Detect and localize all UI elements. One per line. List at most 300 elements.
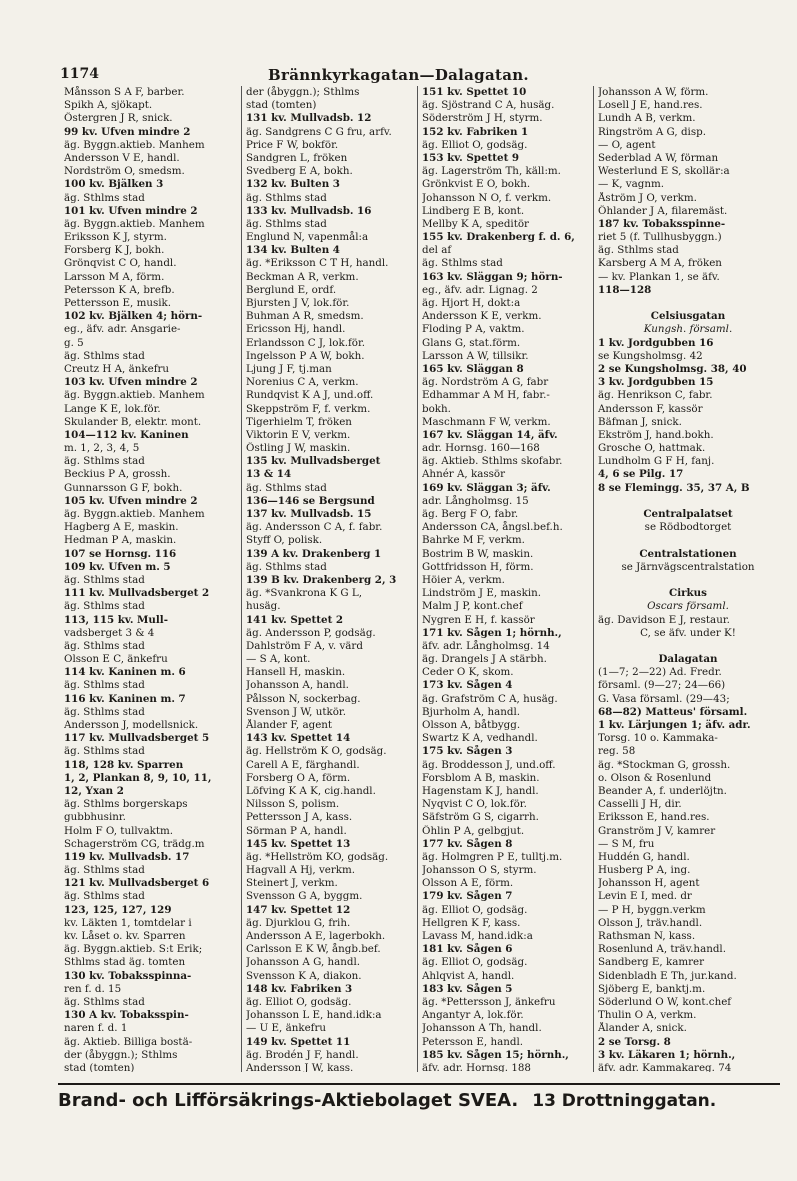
directory-line: Sandgren L, fröken — [246, 151, 348, 164]
directory-line: 169 kv. Släggan 3; äfv. — [422, 481, 551, 494]
directory-line: äg. Andersson P, godsäg. — [246, 626, 376, 639]
directory-line: Hagvall A Hj, verkm. — [246, 864, 356, 877]
directory-line: Grönqvist C O, handl. — [64, 257, 177, 270]
directory-line: Mellby K A, speditör — [422, 217, 529, 230]
directory-line: Rundqvist K A J, und.off. — [246, 389, 374, 402]
directory-line: 165 kv. Släggan 8 — [422, 362, 524, 375]
directory-line: Andersson V E, handl. — [64, 151, 180, 164]
directory-line: 111 kv. Mullvadsberget 2 — [64, 587, 210, 600]
directory-line: 68—82) Matteus' församl. — [598, 705, 748, 718]
directory-line: äg. Davidson E J, restaur. — [598, 613, 730, 626]
directory-line: 187 kv. Tobaksspinne- — [598, 217, 726, 230]
directory-line: Forsberg K J, bokh. — [64, 244, 165, 257]
directory-line: 153 kv. Spettet 9 — [422, 151, 520, 164]
directory-line: äg. Henrikson C, fabr. — [598, 389, 713, 402]
directory-line: äg. *Svankrona K G L, — [246, 587, 363, 600]
directory-line: 99 kv. Ufven mindre 2 — [64, 125, 191, 138]
directory-line: 135 kv. Mullvadsberget — [246, 455, 381, 468]
directory-line: Losell J E, hand.res. — [598, 99, 703, 112]
directory-line: Carlsson E K W, ångb.bef. — [246, 943, 381, 956]
directory-line: G. Vasa församl. (29—43; — [598, 692, 730, 705]
directory-line: äg. Andersson C A, f. fabr. — [246, 521, 383, 534]
directory-column-3 — [417, 86, 591, 1072]
directory-line: Styff O, polisk. — [246, 534, 323, 547]
directory-line: 132 kv. Bulten 3 — [246, 178, 340, 191]
directory-line: 130 kv. Tobaksspinna- — [64, 969, 192, 982]
directory-line: 183 kv. Sågen 5 — [422, 982, 513, 995]
page-number: 1174 — [60, 66, 99, 82]
directory-line: Huddén G, handl. — [598, 850, 690, 863]
directory-line: Nordström O, smedsm. — [64, 165, 185, 178]
directory-line: m. 1, 2, 3, 4, 5 — [64, 442, 140, 455]
directory-line: 102 kv. Bjälken 4; hörn- — [64, 310, 203, 323]
directory-line: vadsberget 3 & 4 — [64, 626, 155, 639]
directory-line: (1—7; 2—22) Ad. Fredr. — [598, 666, 722, 679]
directory-line: äg. Broddesson J, und.off. — [422, 758, 556, 771]
directory-line: Ålander F, agent — [246, 719, 333, 731]
directory-line: 117 kv. Mullvadsberget 5 — [64, 732, 210, 745]
directory-line: Johansson N O, f. verkm. — [422, 191, 552, 204]
directory-line: o. Olson & Rosenlund — [598, 771, 712, 784]
directory-line: — U E, änkefru — [246, 1022, 327, 1035]
directory-line: 171 kv. Sågen 1; hörnh., — [422, 626, 562, 639]
directory-line: Sörman P A, handl. — [246, 824, 347, 837]
directory-line: bokh. — [422, 402, 451, 415]
directory-line: äg. Hjort H, dokt:a — [422, 297, 521, 309]
directory-line: äg. Sthlms stad — [64, 573, 145, 586]
directory-line: Hagenstam K J, handl. — [422, 784, 539, 797]
directory-line: Casselli J H, dir. — [598, 798, 682, 811]
directory-line: 1 kv. Lärjungen 1; äfv. adr. — [598, 719, 751, 731]
directory-line: g. 5 — [64, 336, 84, 349]
directory-line: 152 kv. Fabriken 1 — [422, 125, 529, 138]
directory-line: Svenson J W, utkör. — [246, 705, 346, 718]
directory-line: 118, 128 kv. Sparren — [64, 758, 184, 771]
directory-line: Rosenlund A, träv.handl. — [598, 943, 726, 956]
directory-line: äg. Byggn.aktieb. Manhem — [64, 508, 205, 520]
directory-line: äg. Sthlms stad — [64, 679, 145, 692]
directory-line: 12, Yxan 2 — [64, 784, 124, 797]
directory-line: 163 kv. Släggan 9; hörn- — [422, 270, 563, 283]
directory-line: Skulander B, elektr. mont. — [64, 415, 202, 428]
directory-line: Sthlms stad äg. tomten — [64, 956, 186, 969]
directory-line: Maschmann F W, verkm. — [422, 415, 551, 428]
directory-line: Olsson J, träv.handl. — [598, 916, 703, 929]
directory-line: Husberg P A, ing. — [598, 864, 691, 877]
directory-columns — [60, 86, 780, 1072]
directory-line: Buhman A R, smedsm. — [246, 310, 364, 323]
directory-line: Floding P A, vaktm. — [422, 323, 525, 336]
directory-line: 113, 115 kv. Mull- — [64, 613, 168, 626]
directory-line: 155 kv. Drakenberg f. d. 6, — [422, 231, 575, 244]
running-head: Brännkyrkagatan—Dalagatan. — [268, 66, 529, 84]
parish-label: Kungsh. församl. — [643, 323, 733, 336]
directory-line: Creutz H A, änkefru — [64, 362, 170, 375]
directory-line: Norenius C A, verkm. — [246, 376, 359, 389]
directory-line: 139 B kv. Drakenberg 2, 3 — [246, 573, 397, 586]
directory-line: 109 kv. Ufven m. 5 — [64, 560, 171, 573]
directory-line: Westerlund E S, skollär:a — [598, 165, 730, 178]
directory-line: äg. Byggn.aktieb. Manhem — [64, 138, 205, 151]
directory-line: Granström J V, kamrer — [598, 824, 716, 837]
directory-line: äg. Aktieb. Sthlms skofabr. — [422, 455, 563, 468]
directory-line: Nilsson S, polism. — [246, 798, 340, 811]
directory-line: 13 & 14 — [246, 468, 292, 481]
directory-line: Säfström G S, cigarrh. — [422, 811, 539, 824]
directory-line: Bjurholm A, handl. — [422, 705, 521, 718]
directory-line: Lange K E, lok.för. — [64, 402, 161, 415]
directory-line: Östling J W, maskin. — [246, 442, 351, 455]
directory-line: äg. Hellström K O, godsäg. — [246, 745, 387, 758]
directory-line — [598, 534, 778, 547]
directory-line: 1, 2, Plankan 8, 9, 10, 11, — [64, 771, 212, 784]
parish-label: Oscars församl. — [647, 600, 729, 613]
directory-line: Grosche O, hattmak. — [598, 442, 706, 455]
directory-column-4 — [593, 86, 780, 1072]
directory-line: 167 kv. Släggan 14, äfv. — [422, 428, 558, 441]
directory-line: 4, 6 se Pilg. 17 — [598, 468, 684, 481]
directory-line: Ericsson Hj, handl. — [246, 323, 346, 336]
directory-line: Lundholm G F H, fanj. — [598, 455, 715, 468]
directory-line: Hagberg A E, maskin. — [64, 521, 179, 534]
directory-line: Nyqvist C O, lok.för. — [422, 798, 527, 811]
directory-line: Sandberg E, kamrer — [598, 956, 705, 969]
directory-line: 3 kv. Läkaren 1; hörnh., — [598, 1048, 736, 1061]
directory-line: äg. Sthlms stad — [246, 560, 327, 573]
directory-line: äg. Nordström A G, fabr — [422, 376, 549, 389]
directory-line: äg. Sthlms stad — [598, 244, 679, 257]
directory-line: Bjursten J V, lok.för. — [246, 297, 350, 309]
directory-line: äg. Byggn.aktieb. Manhem — [64, 389, 205, 402]
street-heading: Celsiusgatan — [650, 310, 726, 323]
directory-line: Gunnarsson G F, bokh. — [64, 481, 183, 494]
directory-line: äg. Sthlms stad — [64, 455, 145, 468]
directory-line: Holm F O, tullvaktm. — [64, 824, 174, 837]
directory-line: Olsson A, båtbygg. — [422, 719, 521, 731]
directory-line: Gottfridsson H, förm. — [422, 560, 534, 573]
directory-line: 173 kv. Sågen 4 — [422, 679, 513, 692]
directory-line: äg. Sthlms stad — [64, 995, 145, 1008]
directory-line: 2 se Kungsholmsg. 38, 40 — [598, 362, 747, 375]
directory-line: äg. Byggn.aktieb. S:t Erik; — [64, 943, 203, 956]
directory-line: 2 se Torsg. 8 — [598, 1035, 671, 1048]
directory-line: Rathsman N, kass. — [598, 930, 696, 942]
directory-line: Lundh A B, verkm. — [598, 112, 696, 125]
directory-line: Bostrim B W, maskin. — [422, 547, 534, 560]
directory-line: Berglund E, ordf. — [246, 283, 337, 296]
directory-line: Öhlander J A, filaremäst. — [598, 204, 728, 217]
directory-line: Beander A, f. underlöjtn. — [598, 784, 727, 797]
directory-line: Ekström J, hand.bokh. — [598, 428, 714, 441]
street-heading: Cirkus — [669, 587, 707, 600]
directory-line: äg. Berg F O, fabr. — [422, 508, 519, 520]
directory-line: äg. Elliot O, godsäg. — [246, 995, 352, 1008]
directory-line: äg. Sthlms stad — [64, 864, 145, 877]
directory-line: Edhammar A M H, fabr.- — [422, 389, 550, 402]
directory-line: husäg. — [246, 600, 281, 613]
directory-line: 181 kv. Sågen 6 — [422, 943, 513, 956]
directory-line: Sidenbladh E Th, jur.kand. — [598, 969, 737, 982]
directory-line: Johansson L E, hand.idk:a — [246, 1009, 382, 1022]
directory-line: Sjöberg E, banktj.m. — [598, 982, 706, 995]
directory-line: Swartz K A, vedhandl. — [422, 732, 538, 745]
directory-line: Lindberg E B, kont. — [422, 204, 525, 217]
directory-line — [598, 640, 778, 653]
directory-line: 105 kv. Ufven mindre 2 — [64, 494, 198, 507]
directory-line: 107 se Hornsg. 116 — [64, 547, 177, 560]
directory-line: Hansell H, maskin. — [246, 666, 346, 679]
directory-line — [598, 574, 778, 587]
directory-line: Thulin O A, verkm. — [598, 1009, 697, 1022]
directory-line: äg. Elliot O, godsäg. — [422, 956, 528, 969]
directory-line: adr. Hornsg. 160—168 — [422, 442, 540, 455]
directory-line: äg. Sthlms stad — [64, 705, 145, 718]
directory-line: Torsg. 10 o. Kammaka- — [598, 732, 718, 745]
directory-line: Pålsson N, sockerbag. — [246, 692, 361, 705]
directory-line: Sederblad A W, förman — [598, 151, 719, 164]
directory-line: äg. Sthlms stad — [64, 745, 145, 758]
directory-line: 143 kv. Spettet 14 — [246, 732, 351, 745]
street-heading: Dalagatan — [658, 653, 718, 666]
directory-line: Larsson A W, tillsikr. — [422, 349, 529, 362]
directory-line: Forsblom A B, maskin. — [422, 771, 540, 784]
directory-line: 134 kv. Bulten 4 — [246, 244, 340, 257]
directory-line: Steinert J, verkm. — [246, 877, 338, 890]
directory-line: 151 kv. Spettet 10 — [422, 86, 527, 98]
directory-line: 175 kv. Sågen 3 — [422, 745, 513, 758]
directory-line: Ingelsson P A W, bokh. — [246, 349, 365, 362]
directory-line: Lindström J E, maskin. — [422, 587, 542, 600]
directory-line: 141 kv. Spettet 2 — [246, 613, 344, 626]
directory-line: äg. Elliot O, godsäg. — [422, 903, 528, 916]
directory-line: äg. Sthlms stad — [246, 481, 327, 494]
directory-line: se Järnvägscentralstation — [621, 560, 755, 573]
directory-line: stad (tomten) — [246, 99, 317, 112]
directory-line: Pettersson J A, kass. — [246, 811, 353, 824]
directory-line: Hedman P A, maskin. — [64, 534, 177, 547]
directory-line: reg. 58 — [598, 745, 636, 758]
directory-line: Ahnér A, kassör — [422, 468, 506, 481]
directory-line: Svedberg E A, bokh. — [246, 165, 353, 178]
directory-line: 104—112 kv. Kaninen — [64, 428, 189, 441]
directory-line: Svensson K A, diakon. — [246, 969, 362, 982]
directory-line: Larsson M A, förm. — [64, 270, 165, 283]
directory-line: 8 se Flemingg. 35, 37 A, B — [598, 481, 750, 494]
directory-line: 133 kv. Mullvadsb. 16 — [246, 204, 372, 217]
directory-line: Lavass M, hand.idk:a — [422, 930, 533, 942]
directory-line: Johansson A Th, handl. — [422, 1022, 542, 1035]
directory-line: Spikh A, sjökapt. — [64, 99, 153, 112]
directory-line: 147 kv. Spettet 12 — [246, 903, 351, 916]
street-heading: Centralstationen — [639, 547, 737, 560]
footer-advert-text: Brand- och Lifförsäkrings-Aktiebolaget SVEA. — [58, 1090, 519, 1111]
directory-line: äg. Grafström C A, husäg. — [422, 692, 558, 705]
directory-line: äg. *Eriksson C T H, handl. — [246, 257, 389, 270]
directory-line: se Rödbodtorget — [644, 521, 732, 534]
directory-line: Ljung J F, tj.man — [246, 362, 332, 375]
directory-line: Beckius P A, grossh. — [64, 468, 171, 481]
directory-line: — kv. Plankan 1, se äfv. — [598, 270, 720, 283]
directory-line: Viktorin E V, verkm. — [246, 428, 351, 441]
directory-line: Erlandsson C J, lok.för. — [246, 336, 366, 349]
directory-line: Forsberg O A, förm. — [246, 771, 351, 784]
directory-line: 139 A kv. Drakenberg 1 — [246, 547, 382, 560]
directory-line: Glans G, stat.förm. — [422, 336, 521, 349]
directory-line: äg. Brodén J F, handl. — [246, 1048, 359, 1061]
directory-line: 1 kv. Jordgubben 16 — [598, 336, 714, 349]
directory-line: Söderlund O W, kont.chef — [598, 995, 732, 1008]
directory-line: Eriksson E, hand.res. — [598, 811, 710, 824]
directory-line: C, se äfv. under K! — [640, 626, 736, 639]
directory-line: eg., äfv. adr. Ansgarie- — [64, 323, 181, 336]
directory-line: 131 kv. Mullvadsb. 12 — [246, 112, 372, 125]
directory-line: äg. Sthlms stad — [64, 191, 145, 204]
directory-line: Andersson J W, kass. — [246, 1061, 354, 1072]
directory-line: Östergren J R, snick. — [64, 112, 173, 125]
directory-line: äg. Elliot O, godsäg. — [422, 138, 528, 151]
directory-line: Pettersson E, musik. — [64, 297, 172, 309]
directory-line: eg., äfv. adr. Lignag. 2 — [422, 283, 538, 296]
directory-line: Karsberg A M A, fröken — [598, 257, 722, 270]
directory-line: Carell A E, färghandl. — [246, 758, 360, 771]
directory-line: 177 kv. Sågen 8 — [422, 837, 513, 850]
footer-address: 13 Drottninggatan. — [532, 1091, 717, 1111]
directory-line: 100 kv. Bjälken 3 — [64, 178, 164, 191]
directory-line: 3 kv. Jordgubben 15 — [598, 376, 714, 389]
directory-line: Ringström A G, disp. — [598, 125, 706, 138]
directory-line: Petersson E, handl. — [422, 1035, 524, 1048]
directory-line: Löfving K A K, cig.handl. — [246, 784, 376, 797]
directory-line: äfv. adr. Långholmsg. 14 — [422, 639, 550, 652]
directory-line: riet 5 (f. Tullhusbyggn.) — [598, 231, 722, 244]
directory-line: Malm J P, kont.chef — [422, 600, 523, 613]
directory-line: 123, 125, 127, 129 — [64, 903, 172, 916]
directory-line: äg. Djurklou G, frih. — [246, 916, 351, 929]
directory-line: Svensson G A, byggm. — [246, 890, 363, 903]
directory-line: Månsson S A F, barber. — [64, 86, 185, 98]
directory-line: — S A, kont. — [246, 653, 311, 666]
directory-line: Dahlström F A, v. värd — [246, 639, 363, 652]
directory-line: Bäfman J, snick. — [598, 415, 682, 428]
directory-line: Johansson A, handl. — [246, 679, 349, 692]
directory-line: — K, vagnm. — [598, 178, 665, 191]
directory-line: 121 kv. Mullvadsberget 6 — [64, 877, 210, 890]
directory-line: Ålander A, snick. — [598, 1022, 687, 1035]
directory-line: äg. Sthlms stad — [246, 191, 327, 204]
directory-line: 130 A kv. Tobaksspin- — [64, 1009, 189, 1022]
directory-line: äfv. adr. Kammakareg. 74 — [598, 1061, 732, 1072]
directory-line: 116 kv. Kaninen m. 7 — [64, 692, 186, 705]
directory-line: äfv. adr. Hornsg. 188 — [422, 1061, 531, 1072]
directory-line: 118—128 — [598, 283, 652, 296]
directory-line: äg. Byggn.aktieb. Manhem — [64, 217, 205, 230]
directory-line: församl. (9—27; 24—66) — [598, 679, 726, 692]
directory-line: Öhlin P A, gelbgjut. — [422, 824, 525, 837]
directory-line: Grönkvist E O, bokh. — [422, 178, 531, 191]
directory-line: äg. Sandgrens C G fru, arfv. — [246, 125, 392, 138]
directory-line: äg. Sthlms stad — [64, 349, 145, 362]
directory-line: 103 kv. Ufven mindre 2 — [64, 376, 198, 389]
directory-line: kv. Läkten 1, tomtdelar i — [64, 916, 192, 929]
directory-line: Hellgren K F, kass. — [422, 916, 521, 929]
directory-line: Schagerström CG, trädg.m — [64, 837, 205, 850]
directory-line: Olsson E C, änkefru — [64, 653, 168, 666]
directory-line: Andersson J, modellsnick. — [64, 719, 199, 731]
directory-line: Höier A, verkm. — [422, 573, 505, 586]
directory-line: 101 kv. Ufven mindre 2 — [64, 204, 198, 217]
directory-line: Skeppström F, f. verkm. — [246, 402, 371, 415]
directory-line: — O, agent — [598, 138, 656, 151]
directory-line: Johansson A W, förm. — [598, 86, 709, 98]
directory-line: Åström J O, verkm. — [598, 191, 697, 204]
directory-line: adr. Långholmsg. 15 — [422, 494, 529, 507]
directory-line — [598, 297, 778, 310]
directory-line: Ceder O K, skom. — [422, 666, 514, 679]
directory-line: — P H, byggn.verkm — [598, 903, 706, 916]
directory-line: Andersson F, kassör — [598, 402, 703, 415]
directory-line: se Kungsholmsg. 42 — [598, 349, 703, 362]
directory-line: äg. Sjöstrand C A, husäg. — [422, 99, 555, 112]
directory-line: äg. Lagerström Th, käll:m. — [422, 165, 561, 178]
directory-line: äg. Sthlms stad — [64, 890, 145, 903]
directory-line: äg. *Hellström KO, godsäg. — [246, 850, 389, 863]
directory-line: Ahlqvist A, handl. — [422, 969, 515, 982]
directory-line: ren f. d. 15 — [64, 982, 122, 995]
directory-line: 149 kv. Spettet 11 — [246, 1035, 351, 1048]
directory-line: del af — [422, 244, 452, 257]
directory-line: Petersson K A, brefb. — [64, 283, 175, 296]
directory-line: 119 kv. Mullvadsb. 17 — [64, 850, 190, 863]
directory-line: Andersson A E, lagerbokh. — [246, 930, 386, 942]
directory-line: äg. *Stockman G, grossh. — [598, 758, 731, 771]
directory-column-2 — [241, 86, 415, 1072]
directory-line: 137 kv. Mullvadsb. 15 — [246, 508, 372, 520]
directory-line: Angantyr A, lok.för. — [422, 1009, 524, 1022]
directory-column-1 — [60, 86, 239, 1072]
directory-line: äg. Sthlms stad — [422, 257, 503, 270]
directory-line: der (åbyggn.); Sthlms — [64, 1048, 178, 1061]
directory-line: Bahrke M F, verkm. — [422, 534, 525, 547]
directory-line: Price F W, bokför. — [246, 138, 339, 151]
directory-line: Andersson K E, verkm. — [422, 310, 542, 323]
directory-line: äg. Sthlms borgerskaps — [64, 798, 188, 811]
directory-line: Tigerhielm T, fröken — [246, 415, 352, 428]
directory-line — [598, 495, 778, 508]
directory-line: Johansson A G, handl. — [246, 956, 361, 969]
directory-line: Beckman A R, verkm. — [246, 270, 359, 283]
directory-line: 148 kv. Fabriken 3 — [246, 982, 353, 995]
footer-advertisement — [58, 1083, 780, 1121]
directory-line: Levin E I, med. dr — [598, 890, 692, 903]
directory-line: äg. Sthlms stad — [64, 639, 145, 652]
directory-line: 179 kv. Sågen 7 — [422, 890, 513, 903]
directory-line: äg. Sthlms stad — [246, 217, 327, 230]
directory-line: Englund N, vapenmål:a — [246, 231, 369, 244]
directory-line: 114 kv. Kaninen m. 6 — [64, 666, 186, 679]
directory-line: äg. Drangels J A stärbh. — [422, 653, 547, 666]
street-heading: Centralpalatset — [643, 508, 733, 520]
directory-line: kv. Låset o. kv. Sparren — [64, 930, 186, 942]
directory-line: Eriksson K J, styrm. — [64, 231, 167, 244]
directory-line: äg. Holmgren P E, tulltj.m. — [422, 850, 563, 863]
directory-line: gubbhusinr. — [64, 811, 126, 824]
directory-line: äg. *Pettersson J, änkefru — [422, 995, 556, 1008]
directory-line: Söderström J H, styrm. — [422, 112, 543, 125]
directory-line: Nygren E H, f. kassör — [422, 613, 535, 626]
directory-line: Olsson A E, förm. — [422, 877, 514, 890]
directory-line: Andersson CA, ångsl.bef.h. — [422, 521, 563, 534]
directory-line: 136—146 se Bergsund — [246, 494, 375, 507]
